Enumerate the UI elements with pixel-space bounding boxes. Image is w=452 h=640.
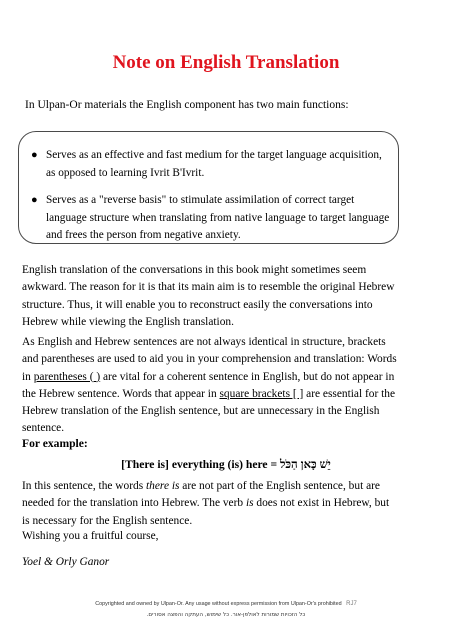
text-segment: needed for the translation into Hebrew. The verb: [22, 497, 246, 510]
paragraph-line: Hebrew translation of the English sentence, but are unnecessary in the English: [22, 405, 380, 418]
bullet-line: and frees the person from negative anxiety.: [46, 229, 241, 241]
paragraph-line: is necessary for the English sentence.: [22, 514, 193, 527]
square-brackets-term: square brackets [ ]: [219, 387, 304, 400]
text-segment: are not part of the English sentence, but are: [179, 480, 380, 492]
bullet-dot-icon: ●: [31, 149, 38, 161]
bullet-line: language structure when translating from native language to target language: [46, 211, 390, 224]
text-segment: are essential for the: [303, 387, 396, 400]
text-segment: does not exist in Hebrew, but: [253, 497, 390, 510]
closing-wish: Wishing you a fruitful course,: [22, 530, 159, 542]
signature: Yoel & Orly Ganor: [22, 556, 110, 568]
text-segment: the Hebrew sentence. Words that appear in: [22, 387, 220, 400]
paragraph-line: sentence.: [22, 422, 65, 435]
paragraph-line: structure. Thus, it will enable you to reconstruct easily the conversations into: [22, 298, 373, 311]
example-hebrew: יֵשׁ כָּאן הַכֹּל: [279, 458, 331, 471]
text-segment: are vital for a coherent sentence in English, but do not appear in: [100, 370, 395, 383]
paragraph-line: awkward. The reason for it is that its main aim is to resemble the original Hebrew: [22, 281, 395, 294]
paragraph-brackets: [22, 334, 412, 438]
footer-copyright: [0, 601, 452, 607]
bullet-line: Serves as an effective and fast medium for the target language acquisition,: [46, 149, 382, 161]
paragraph-translation-note: [22, 262, 412, 331]
paragraph-explanation: [22, 478, 412, 530]
paragraph-line: Hebrew while viewing the English translation.: [22, 315, 234, 328]
example-english: [There is] everything (is) here =: [121, 458, 280, 471]
intro-text: In Ulpan-Or materials the English component has two main functions:: [25, 99, 349, 111]
paragraph-line: As English and Hebrew sentences are not always identical in structure, brackets: [22, 336, 386, 348]
for-example-heading: For example:: [22, 437, 88, 450]
page-title: Note on English Translation: [112, 52, 340, 73]
copyright-text: Copyrighted and owned by Ulpan-Or. Any usage without express permission from Ulpan-Or's prohibited: [95, 601, 342, 607]
paragraph-line: [22, 495, 412, 512]
bullet-item-1: [31, 147, 406, 182]
paragraph-line: [22, 386, 412, 403]
footer-hebrew: כל הזכויות שמורות לאולפן-אור. כל שימוש, העתקה והפצה אסורים.: [146, 612, 306, 618]
bullet-dot-icon: ●: [31, 194, 38, 206]
parentheses-term: parentheses ( ): [33, 370, 101, 383]
bullet-line: as opposed to learning Ivrit B'Ivrit.: [46, 166, 205, 179]
paragraph-line: [22, 478, 412, 495]
text-segment: In this sentence, the words: [22, 480, 147, 492]
page-number: RJ7: [346, 601, 357, 607]
emphasis-is: is: [245, 497, 254, 510]
bullet-line: Serves as a "reverse basis" to stimulate assimilation of correct target: [46, 194, 355, 206]
example-sentence: [0, 458, 452, 471]
text-segment: in: [22, 370, 34, 383]
paragraph-line: and parentheses are used to aid you in your comprehension and translation: Words: [22, 353, 397, 366]
emphasis-there-is: there is: [146, 480, 180, 492]
paragraph-line: English translation of the conversations in this book might sometimes seem: [22, 264, 367, 276]
bullet-item-2: [31, 192, 406, 245]
paragraph-line: [22, 369, 412, 386]
